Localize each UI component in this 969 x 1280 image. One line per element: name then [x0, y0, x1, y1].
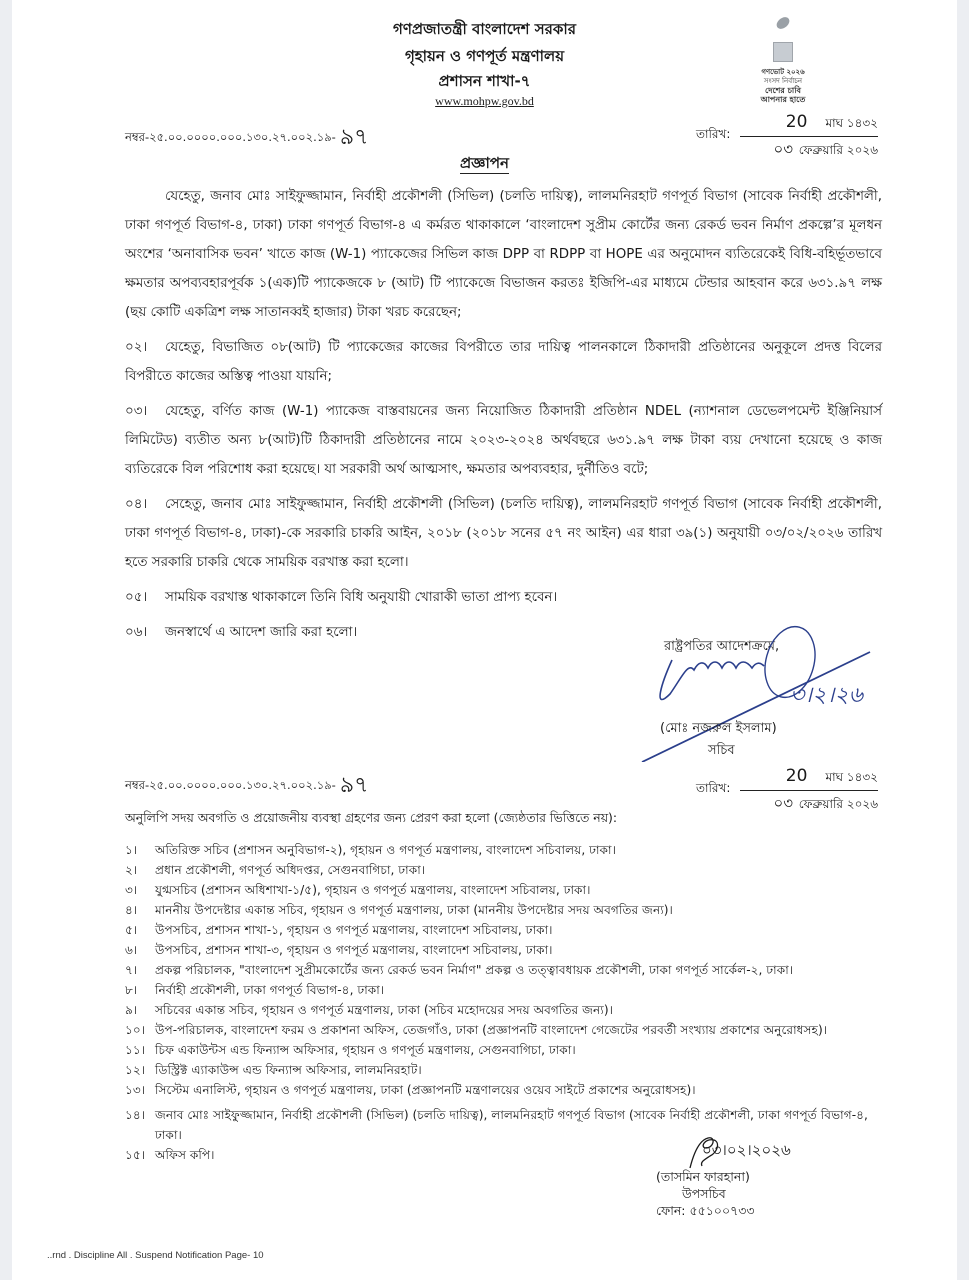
website-link[interactable]: www.mohpw.gov.bd [435, 94, 534, 108]
copy-memo-number-prefix: নম্বর-২৫.০০.০০০০.০০০.১৩০.২৭.০০২.১৯- [125, 778, 336, 792]
paragraph-1: যেহেতু, জনাব মোঃ সাইফুজ্জামান, নির্বাহী প্রকৌশলী (সিভিল) (চলতি দায়িত্ব), লালমনিরহাট গণপূর্ত বিভাগ (সাবেক নির্বাহী প্রকৌশলী, ঢাকা গণপূর্ত বিভাগ-৪, ঢাকা) ঢাকা গণপূর্ত বিভাগ-৪ এ কর্মরত থাকাকালে ‘বাংলাদেশ সুপ্রীম কোর্টের জন্য রেকর্ড ভবন নির্মাণ প্রকল্পে’র মূলধন অংশের ‘অনাবাসিক ভবন’ খাতে কাজ (W-1) প্যাকেজের সিভিল কাজ DPP বা RDPP বা HOPE এর অনুমোদন ব্যতিরেকেই বিধি-বহির্ভূতভাবে ক্ষমতার অপব্যবহারপূর্বক ১(এক)টি প্যাকেজকে ৮ (আট) টি প্যাকেজে বিভাজন করতঃ ইজিপি-এর মাধ্যমে টেন্ডার আহবান করে ৬৩১.৯৭ লক্ষ (ছয় কোটি একত্রিশ লক্ষ সাতানব্বই হাজার) টাকা খরচ করেছেন; [125, 189, 882, 320]
deputy-secretary-name: (তাসমিন ফারহানা) [656, 1169, 750, 1184]
notification-body [125, 182, 882, 653]
date-greg-day: ০৩ [773, 140, 793, 158]
logo-line-1: গণভোট ২০২৬ [761, 68, 805, 76]
paragraph-5: ০৫। সাময়িক বরখাস্ত থাকাকালে তিনি বিধি অনুযায়ী খোরাকী ভাতা প্রাপ্য হবেন। [125, 590, 558, 605]
copy-recipients-list [125, 840, 885, 1165]
list-item: ৩। যুগ্মসচিব (প্রশাসন অধিশাখা-১/৫), গৃহায়ন ও গণপূর্ত মন্ত্রণালয়, বাংলাদেশ সচিবালয়, ঢাকা। [125, 883, 591, 897]
deputy-secretary-signature-block [640, 1138, 870, 1228]
date-label: তারিখ: [696, 127, 731, 141]
list-item: ৫। উপসচিব, প্রশাসন শাখা-১, গৃহায়ন ও গণপূর্ত মন্ত্রণালয়, বাংলাদেশ সচিবালয়, ঢাকা। [125, 923, 553, 937]
secretary-signature-block [652, 636, 892, 766]
logo-line-2: সংসদ নির্বাচন [763, 77, 803, 85]
list-item: ১। অতিরিক্ত সচিব (প্রশাসন অনুবিভাগ-২), গৃহায়ন ও গণপূর্ত মন্ত্রণালয়, বাংলাদেশ সচিবালয়, ঢাকা। [125, 843, 616, 857]
list-item: ৬। উপসচিব, প্রশাসন শাখা-৩, গৃহায়ন ও গণপূর্ত মন্ত্রণালয়, বাংলাদেশ সচিবালয়, ঢাকা। [125, 943, 553, 957]
list-item: ১৫। অফিস কপি। [125, 1148, 215, 1162]
date-bangla-month-year: মাঘ ১৪৩২ [825, 116, 878, 130]
copy-date-bangla [740, 766, 878, 791]
section-name: প্রশাসন শাখা-৭ [438, 72, 531, 90]
list-item: ১১। চিফ একাউন্টস এন্ড ফিন্যান্স অফিসার, গৃহায়ন ও গণপূর্ত মন্ত্রণালয়, সেগুনবাগিচা, ঢাকা। [125, 1043, 576, 1057]
copy-date-greg-month-year: ফেব্রুয়ারি ২০২৬ [798, 797, 878, 811]
secretary-designation: সচিব [708, 743, 735, 758]
list-item: ১২। ডিস্ট্রিক্ট এ্যাকাউন্স এন্ড ফিন্যান্স অফিসার, লালমনিরহাট। [125, 1063, 422, 1077]
list-item: ২। প্রধান প্রকৌশলী, গণপূর্ত অধিদপ্তর, সেগুনবাগিচা, ঢাকা। [125, 863, 426, 877]
copy-memo-date [696, 766, 886, 812]
paragraph-4: ০৪। সেহেতু, জনাব মোঃ সাইফুজ্জামান, নির্বাহী প্রকৌশলী (সিভিল) (চলতি দায়িত্ব), লালমনিরহাট গণপূর্ত বিভাগ (সাবেক নির্বাহী প্রকৌশলী, ঢাকা গণপূর্ত বিভাগ-৪, ঢাকা)-কে সরকারি চাকরি আইন, ২০১৮ (২০১৮ সনের ৫৭ নং আইন) এর ধারা ৩৯(১) অনুযায়ী ০৩/০২/২০২৬ তারিখ হতে সরকারি চাকরি থেকে সাময়িক বরখাস্ত করা হলো। [125, 497, 882, 570]
paragraph-3: ০৩। যেহেতু, বর্ণিত কাজ (W-1) প্যাকেজ বাস্তবায়নের জন্য নিয়োজিত ঠিকাদারী প্রতিষ্ঠান NDEL (ন্যাশনাল ডেভেলপমেন্ট ইঞ্জিনিয়ার্স লিমিটেড) ব্যতীত অন্য ৮(আট)টি ঠিকাদারী প্রতিষ্ঠানের নামে ২০২৩-২০২৪ অর্থবছরে ৬৩১.৯৭ লক্ষ টাকা ব্যয় দেখানো হয়েছে ও কাজ ব্যতিরেকে বিল পরিশোধ করা হয়েছে। যা সরকারী অর্থ আত্মসাৎ, ক্ষমতার অপব্যবহার, দুর্নীতিও বটে; [125, 404, 882, 477]
date-bangla-day: 20 [785, 112, 808, 132]
list-item: ৭। প্রকল্প পরিচালক, "বাংলাদেশ সুপ্রীমকোর্টের জন্য রেকর্ড ভবন নির্মাণ" প্রকল্প ও তত্ত্বাবধায়ক প্রকৌশলী, ঢাকা গণপূর্ত সার্কেল-২, ঢাকা। [125, 963, 794, 977]
paragraph-2: ০২। যেহেতু, বিভাজিত ০৮(আট) টি প্যাকেজের কাজের বিপরীতে তার দায়িত্ব পালনকালে ঠিকাদারী প্রতিষ্ঠানের অনুকূলে প্রদত্ত বিলের বিপরীতে কাজের অস্তিত্ব পাওয়া যায়নি; [125, 340, 882, 384]
list-item: ১৩। সিস্টেম এনালিস্ট, গৃহায়ন ও গণপূর্ত মন্ত্রণালয়, ঢাকা (প্রজ্ঞাপনটি মন্ত্রণালয়ের ওয়েব সাইটে প্রকাশের অনুরোধসহ)। [125, 1083, 696, 1097]
copy-date-bangla-month-year: মাঘ ১৪৩২ [825, 770, 878, 784]
copy-memo-number [125, 768, 368, 805]
copy-date-bangla-day: 20 [785, 766, 808, 786]
list-item: ৯। সচিবের একান্ত সচিব, গৃহায়ন ও গণপূর্ত মন্ত্রণালয়, ঢাকা (সচিব মহোদয়ের সদয় অবগতির জন্য)। [125, 1003, 613, 1017]
list-item: ১৪। জনাব মোঃ সাইফুজ্জামান, নির্বাহী প্রকৌশলী (সিভিল) (চলতি দায়িত্ব), লালমনিরহাট গণপূর্ত বিভাগ (সাবেক নির্বাহী প্রকৌশলী, ঢাকা গণপূর্ত বিভাগ-৪, ঢাকা। [125, 1108, 868, 1142]
logo-line-3: দেশের চাবি [765, 86, 801, 95]
notification-title: প্রজ্ঞাপন [459, 154, 510, 172]
order-line: রাষ্ট্রপতির আদেশক্রমে, [664, 639, 780, 654]
memo-number-handwritten: ৯৭ [339, 125, 369, 150]
govt-name: গণপ্রজাতন্ত্রী বাংলাদেশ সরকার [393, 20, 576, 38]
memo-number-prefix: নম্বর-২৫.০০.০০০০.০০০.১৩০.২৭.০০২.১৯- [125, 130, 336, 144]
paragraph-6: ০৬। জনস্বার্থে এ আদেশ জারি করা হলো। [125, 625, 358, 640]
ballot-box-icon [773, 42, 793, 62]
leaf-icon [775, 16, 792, 31]
ministry-name: গৃহায়ন ও গণপূর্ত মন্ত্রণালয় [404, 47, 565, 65]
memo-date [696, 112, 886, 158]
list-item: ৮। নির্বাহী প্রকৌশলী, ঢাকা গণপূর্ত বিভাগ-৪, ঢাকা। [125, 983, 385, 997]
deputy-secretary-designation: উপসচিব [682, 1186, 726, 1201]
footer-path: ..rnd . Discipline All . Suspend Notification Page- 10 [47, 1250, 264, 1261]
date-bangla [740, 112, 878, 137]
copy-date-label: তারিখ: [696, 781, 731, 795]
signature-date: ৩।২।২৬ [790, 683, 863, 708]
secretary-name: (মোঃ নজরুল ইসলাম) [660, 721, 777, 736]
logo-line-4: আপনার হাতে [760, 95, 806, 104]
signature-scribble [622, 622, 872, 762]
date-greg-month-year: ফেব্রুয়ারি ২০২৬ [798, 143, 878, 157]
list-item: ৪। মাননীয় উপদেষ্টার একান্ত সচিব, গৃহায়ন ও গণপূর্ত মন্ত্রণালয়, ঢাকা (মাননীয় উপদেষ্টার সদয় অবগতির জন্য)। [125, 903, 673, 917]
copy-intro: অনুলিপি সদয় অবগতি ও প্রয়োজনীয় ব্যবস্থা গ্রহণের জন্য প্রেরণ করা হলো (জ্যেষ্ঠতার ভিত্তিতে নয়): [125, 810, 617, 825]
list-item: ১০। উপ-পরিচালক, বাংলাদেশ ফরম ও প্রকাশনা অফিস, তেজগাঁও, ঢাকা (প্রজ্ঞাপনটি বাংলাদেশ গেজেটের পরবর্তী সংখ্যায় প্রকাশের অনুরোধসহ)। [125, 1023, 828, 1037]
deputy-secretary-phone: ফোন: ৫৫১০০৭৩৩ [656, 1203, 755, 1218]
election-logo [748, 18, 818, 104]
document-page [12, 0, 957, 1280]
copy-date-greg-day: ০৩ [773, 794, 793, 812]
copy-memo-number-handwritten: ৯৭ [339, 773, 369, 798]
signature-date-2: ০৩।০২।২০২৬ [702, 1141, 791, 1159]
